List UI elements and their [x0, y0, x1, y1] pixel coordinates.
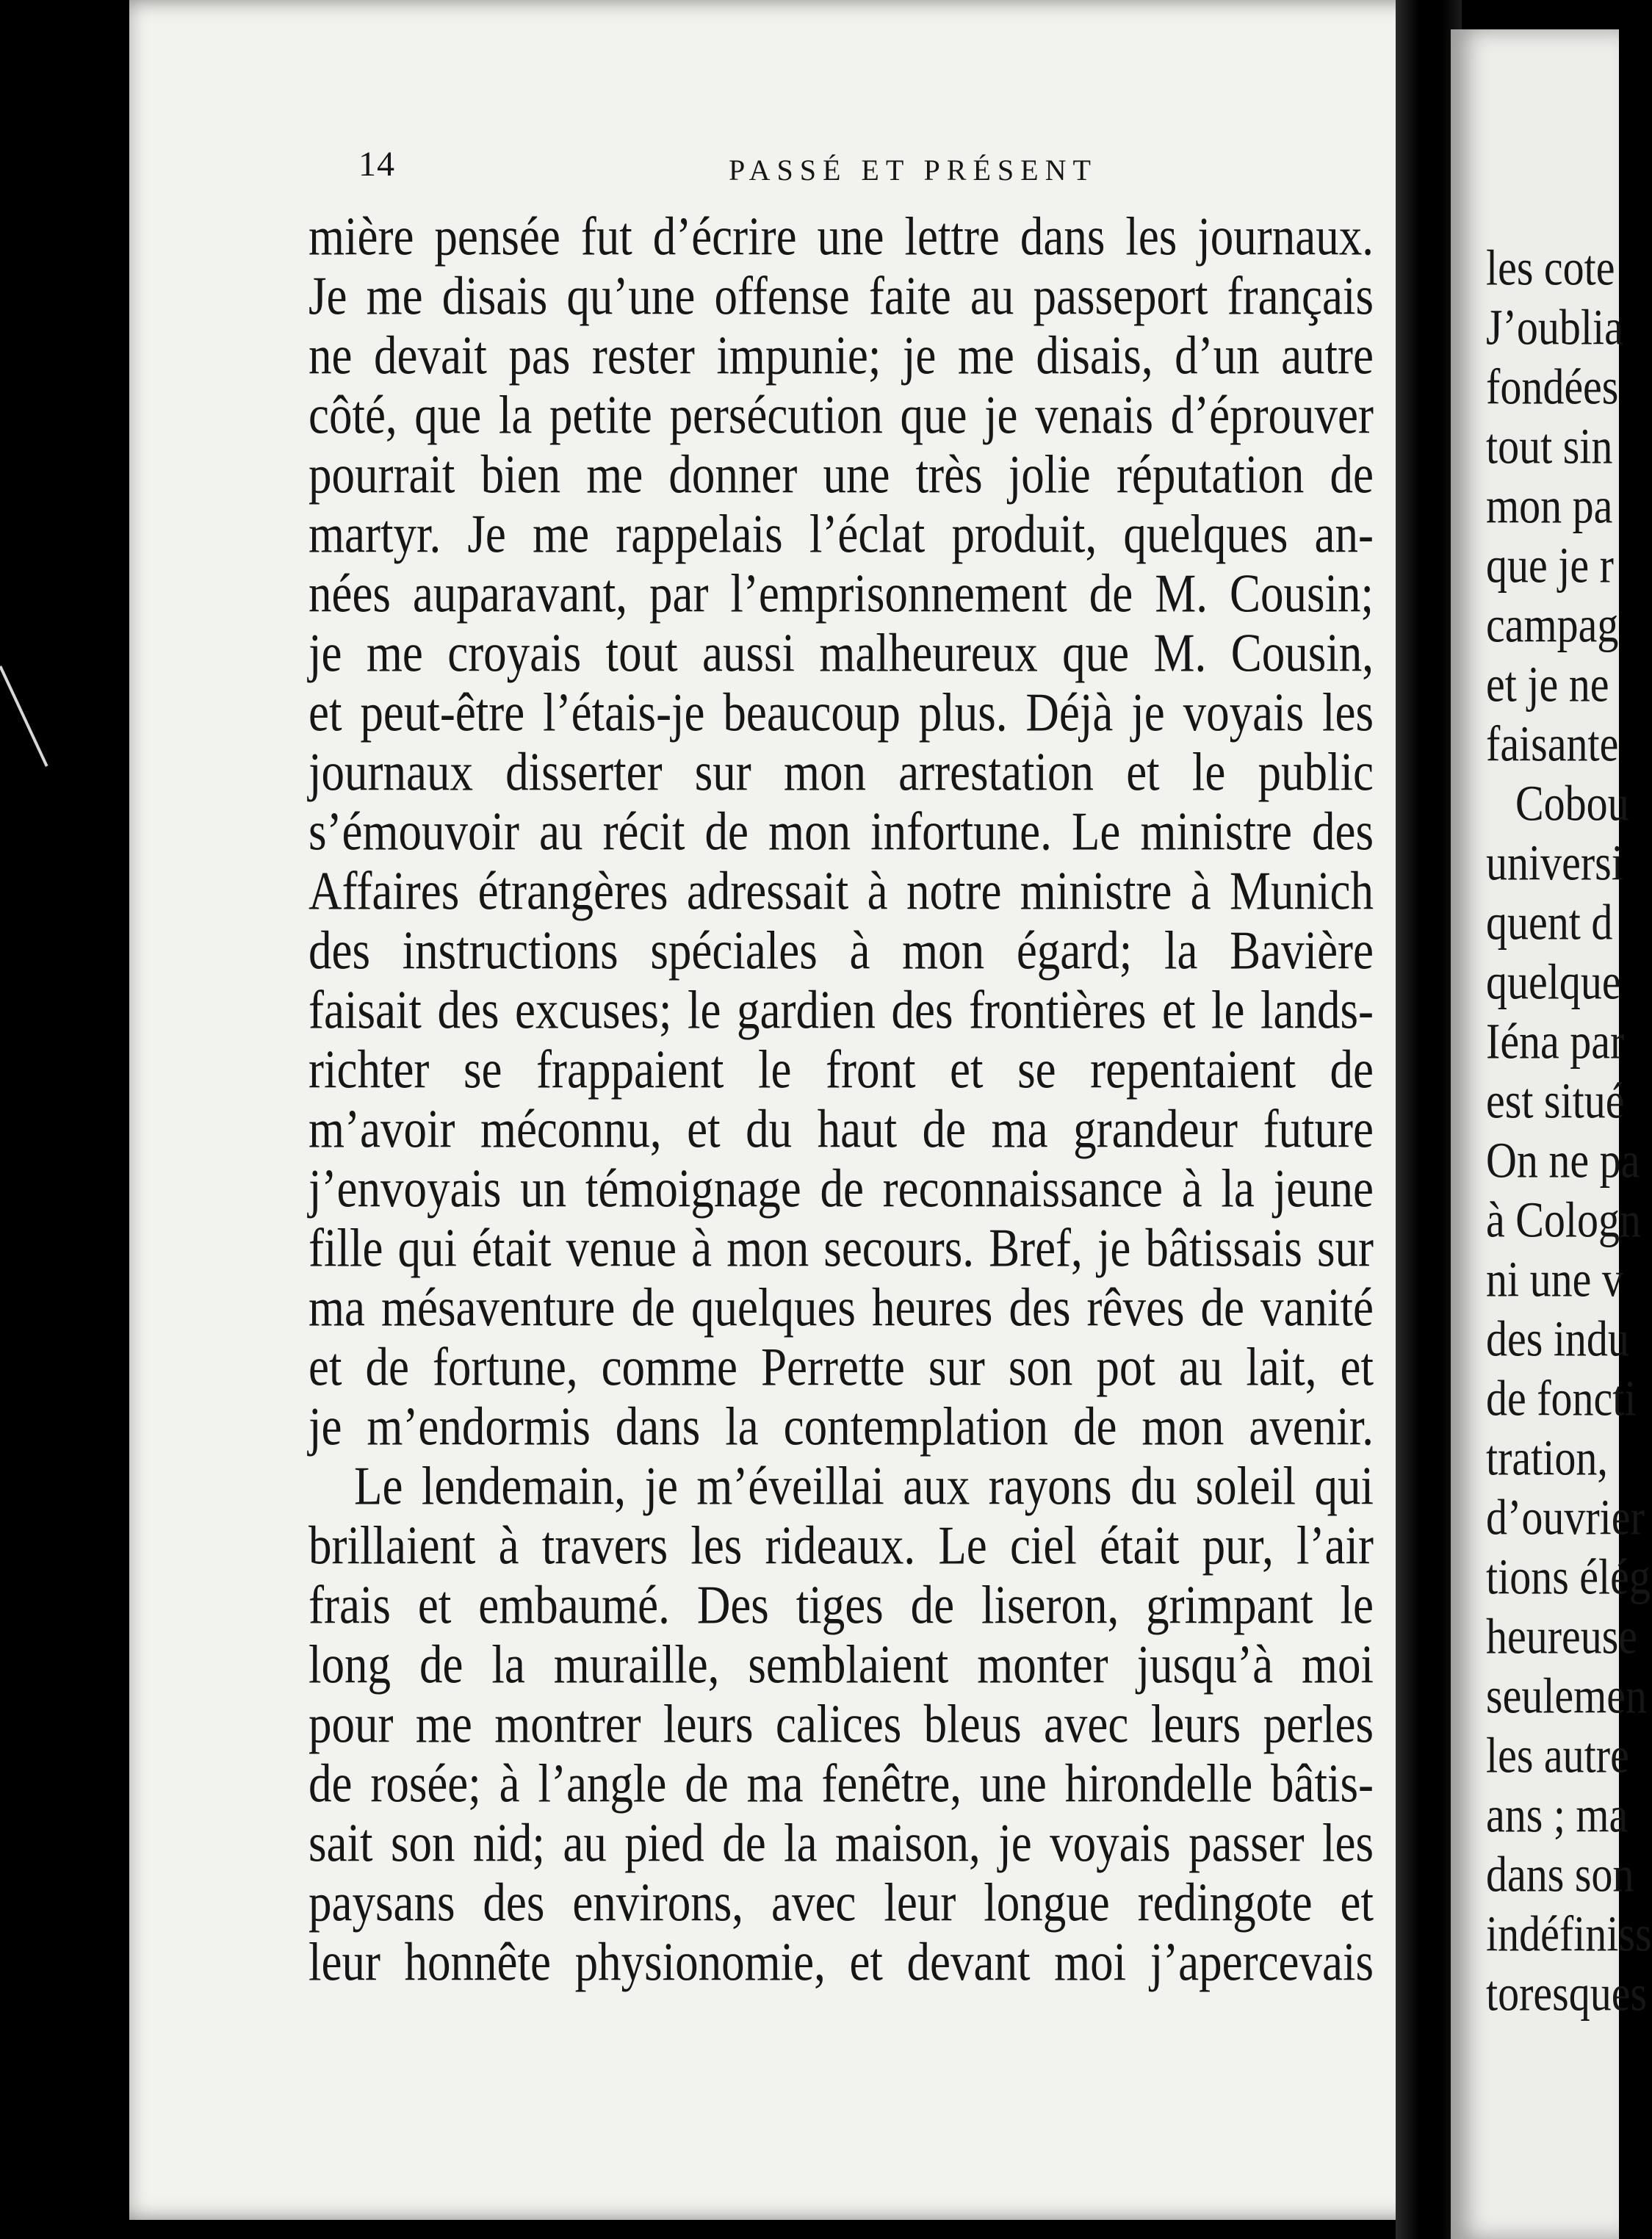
right-text-line: que je r — [1486, 537, 1614, 594]
text-line: ne devait pas rester impunie; je me disais, d’un autre — [309, 325, 1374, 386]
text-line: je me croyais tout aussi malheureux que M. Cousin, — [309, 622, 1374, 684]
body-text — [309, 207, 1374, 1992]
right-text-line: toresques — [1486, 1965, 1648, 2022]
right-text-line: ans ; ma — [1486, 1786, 1628, 1843]
text-line: et de fortune, comme Perrette sur son pot au lait, et — [309, 1336, 1374, 1398]
text-line: pour me montrer leurs calices bleus avec leurs perles — [309, 1693, 1374, 1755]
text-line: paysans des environs, avec leur longue redingote et — [309, 1872, 1374, 1933]
right-text-line: tout sin — [1486, 418, 1613, 475]
text-line: martyr. Je me rappelais l’éclat produit, quelques an- — [309, 503, 1374, 565]
text-line: s’émouvoir au récit de mon infortune. Le ministre des — [309, 801, 1374, 862]
right-text-line: Cobou — [1515, 775, 1629, 832]
right-text-line: est situé — [1486, 1072, 1625, 1129]
text-line: des instructions spéciales à mon égard; la Bavière — [309, 920, 1374, 981]
text-line: brillaient à travers les rideaux. Le ciel était pur, l’air — [309, 1515, 1374, 1576]
text-line: fille qui était venue à mon secours. Bref, je bâtissais sur — [309, 1217, 1374, 1279]
text-line: je m’endormis dans la contemplation de mon avenir. — [309, 1396, 1374, 1457]
right-text-line: Iéna par — [1486, 1013, 1625, 1070]
text-line: journaux disserter sur mon arrestation et le public — [309, 741, 1374, 803]
text-line: long de la muraille, semblaient monter jusqu’à moi — [309, 1634, 1374, 1695]
text-line: de rosée; à l’angle de ma fenêtre, une hirondelle bâtis- — [309, 1753, 1374, 1814]
right-text-line: de foncti — [1486, 1370, 1637, 1427]
right-text-line: seulemen — [1486, 1667, 1648, 1724]
right-text-line: quelque — [1486, 953, 1621, 1010]
right-text-line: J’oublia — [1486, 299, 1623, 356]
right-text-line: quent d — [1486, 894, 1613, 951]
right-text-line: mon pa — [1486, 477, 1613, 534]
right-text-line: indéfiniss — [1486, 1906, 1652, 1962]
right-text-line: campag — [1486, 596, 1619, 653]
right-text-line: dans son — [1486, 1846, 1634, 1903]
right-page-text — [1486, 238, 1652, 2023]
right-text-line: et je ne — [1486, 656, 1609, 713]
right-text-line: ni une v — [1486, 1251, 1623, 1308]
right-text-line: les autre — [1486, 1727, 1629, 1784]
page-number: 14 — [358, 145, 395, 184]
text-line: côté, que la petite persécution que je venais d’éprouver — [309, 384, 1374, 446]
right-text-line: d’ouvrier — [1486, 1489, 1645, 1546]
right-text-line: universi — [1486, 834, 1623, 891]
text-line: mière pensée fut d’écrire une lettre dans les journaux. — [309, 206, 1374, 267]
text-line: pourrait bien me donner une très jolie réputation de — [309, 444, 1374, 505]
right-text-line: à Cologn — [1486, 1191, 1642, 1248]
text-line: m’avoir méconnu, et du haut de ma grandeur future — [309, 1098, 1374, 1160]
right-page — [1451, 29, 1652, 2239]
right-text-line: tions élég — [1486, 1548, 1651, 1605]
right-text-line: des indu — [1486, 1310, 1629, 1367]
right-text-line: tration, — [1486, 1429, 1608, 1486]
running-head: PASSÉ ET PRÉSENT — [729, 154, 1097, 187]
right-text-line: les cote — [1486, 239, 1615, 296]
text-line: frais et embaumé. Des tiges de liseron, grimpant le — [309, 1574, 1374, 1636]
text-line: Je me disais qu’une offense faite au passeport français — [309, 265, 1374, 327]
text-line: Le lendemain, je m’éveillai aux rayons du soleil qui — [354, 1455, 1374, 1517]
text-line: richter se frappaient le front et se repentaient de — [309, 1039, 1374, 1100]
text-line: nées auparavant, par l’emprisonnement de M. Cousin; — [309, 563, 1374, 624]
text-line: sait son nid; au pied de la maison, je voyais passer les — [309, 1812, 1374, 1874]
text-line: et peut-être l’étais-je beaucoup plus. Déjà je voyais les — [309, 682, 1374, 743]
right-text-line: heureuse — [1486, 1608, 1638, 1665]
text-line: leur honnête physionomie, et devant moi j’apercevais — [309, 1931, 1374, 1993]
text-line: Affaires étrangères adressait à notre ministre à Munich — [309, 860, 1374, 922]
text-line: ma mésaventure de quelques heures des rêves de vanité — [309, 1277, 1374, 1338]
text-line: j’envoyais un témoignage de reconnaissance à la jeune — [309, 1158, 1374, 1219]
right-text-line: faisante — [1486, 715, 1619, 772]
right-text-line: fondées — [1486, 358, 1619, 415]
right-text-line: On ne pa — [1486, 1132, 1640, 1189]
text-line: faisait des excuses; le gardien des frontières et le lands- — [309, 979, 1374, 1041]
